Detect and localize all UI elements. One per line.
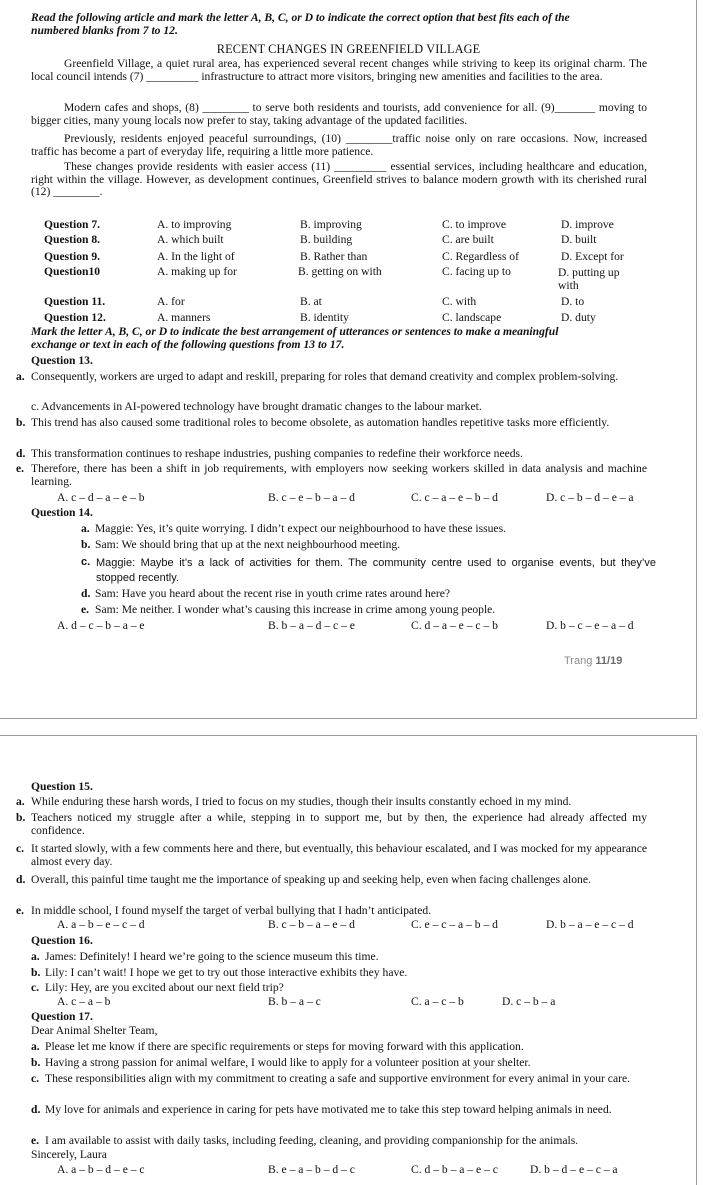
option-d[interactable]: D. Except for (561, 250, 624, 263)
instruction-part1-line1: Read the following article and mark the letter A, B, C, or D to indicate the correct option that best fits each of the (31, 11, 570, 24)
option-a[interactable]: A. for (157, 295, 185, 308)
q17-item-d-letter: d. (31, 1103, 41, 1116)
q17-option-d[interactable]: D. b – d – e – c – a (530, 1163, 618, 1176)
q14-item-d-letter: d. (81, 587, 91, 600)
q15-item-d-letter: d. (16, 873, 26, 886)
instruction-part1-line2: numbered blanks from 7 to 12. (31, 24, 178, 37)
option-b[interactable]: B. Rather than (300, 250, 368, 263)
option-a[interactable]: A. which built (157, 233, 224, 246)
q13-item-a: Consequently, workers are urged to adapt and reskill, preparing for roles that demand creativity and complex problem-solving. (31, 370, 619, 383)
q13-item-d-letter: d. (16, 447, 26, 460)
option-d[interactable]: D. to (561, 295, 585, 308)
q17-item-d: My love for animals and experience in caring for pets have motivated me to take this step toward helping animals in need. (45, 1103, 612, 1116)
q15-item-b: Teachers noticed my struggle after a while, stepping in to support me, but by then, the experience had already affected my confidence. (31, 811, 647, 837)
q17-option-b[interactable]: B. e – a – b – d – c (268, 1163, 355, 1176)
option-c[interactable]: C. landscape (442, 311, 502, 324)
q15-item-a-letter: a. (16, 795, 25, 808)
option-d[interactable]: D. duty (561, 311, 596, 324)
q14-item-b: Sam: We should bring that up at the next neighbourhood meeting. (95, 538, 401, 551)
q14-item-d: Sam: Have you heard about the recent rise in youth crime rates around here? (95, 587, 451, 600)
q13-item-d: This transformation continues to reshape industries, pushing companies to redefine their workforce needs. (31, 447, 523, 460)
question-17-label: Question 17. (31, 1010, 93, 1023)
article-paragraph-1: Greenfield Village, a quiet rural area, has experienced several recent changes while striving to keep its original charm. The local council intends (7) _________ infrastructure to attract more visitors, bringing new amenities and facilities to the area. (31, 57, 647, 83)
q17-option-a[interactable]: A. a – b – d – e – c (57, 1163, 145, 1176)
option-c[interactable]: C. with (442, 295, 477, 308)
instruction-part2-line1: Mark the letter A, B, C, or D to indicate the best arrangement of utterances or sentences to make a meaningful (31, 325, 559, 338)
question-14-label: Question 14. (31, 506, 93, 519)
q15-option-b[interactable]: B. c – b – a – e – d (268, 918, 355, 931)
q15-item-e: In middle school, I found myself the target of verbal bullying that I hadn’t anticipated. (31, 904, 432, 917)
q15-item-d: Overall, this painful time taught me the importance of speaking up and seeking help, even when facing challenges alone. (31, 873, 591, 886)
q15-item-e-letter: e. (16, 904, 25, 917)
q17-item-e: I am available to assist with daily tasks, including feeding, cleaning, and providing companionship for the animals. (45, 1134, 579, 1147)
q16-item-a-letter: a. (31, 950, 40, 963)
q17-item-c: These responsibilities align with my commitment to creating a safe and supportive environment for every animal in your care. (45, 1072, 630, 1085)
q14-item-c: Maggie: Maybe it’s a lack of activities for them. The community centre used to organise events, but they’ve stopped recently. (96, 557, 656, 584)
q14-item-e: Sam: Me neither. I wonder what’s causing this increase in crime among young people. (95, 603, 496, 616)
option-a[interactable]: A. manners (157, 311, 211, 324)
q16-item-b-letter: b. (31, 966, 41, 979)
q16-item-c-letter: c. (31, 981, 40, 994)
question-label: Question 11. (44, 295, 106, 308)
q13-option-d[interactable]: D. c – b – d – e – a (546, 491, 634, 504)
q13-item-b-letter: b. (16, 416, 26, 429)
q13-option-b[interactable]: B. c – e – b – a – d (268, 491, 355, 504)
q13-item-e-letter: e. (16, 462, 25, 475)
q17-item-b: Having a strong passion for animal welfare, I would like to apply for a volunteer position at your shelter. (45, 1056, 531, 1069)
q14-option-c[interactable]: C. d – a – e – c – b (411, 619, 498, 632)
option-c[interactable]: C. to improve (442, 218, 507, 231)
question-label: Question 8. (44, 233, 101, 246)
option-d[interactable]: D. improve (561, 218, 614, 231)
question-16-label: Question 16. (31, 934, 93, 947)
q14-item-c-letter: c. (81, 556, 91, 568)
option-a[interactable]: A. to improving (157, 218, 232, 231)
option-a[interactable]: A. In the light of (157, 250, 235, 263)
q16-item-c: Lily: Hey, are you excited about our next field trip? (45, 981, 284, 994)
q15-item-a: While enduring these harsh words, I tried to focus on my studies, though their insults constantly echoed in my mind. (31, 795, 572, 808)
q16-item-b: Lily: I can’t wait! I hope we get to try out those interactive exhibits they have. (45, 966, 408, 979)
article-paragraph-3: Previously, residents enjoyed peaceful surroundings, (10) ________traffic noise only on rare occasions. Now, increased traffic has become a part of everyday life, requiring a little more patience. (31, 132, 647, 158)
q17-item-c-letter: c. (31, 1072, 40, 1085)
q14-item-a-letter: a. (81, 522, 90, 535)
page-number-footer (564, 655, 622, 667)
option-c[interactable]: C. are built (442, 233, 494, 246)
q14-item-b-letter: b. (81, 538, 91, 551)
q15-option-c[interactable]: C. e – c – a – b – d (411, 918, 498, 931)
q13-item-b: This trend has also caused some traditional roles to become obsolete, as automation handles repetitive tasks more efficiently. (31, 416, 610, 429)
page-gap (0, 719, 703, 735)
q13-item-a-letter: a. (16, 370, 25, 383)
footer-prefix: Trang (564, 655, 596, 667)
option-d[interactable]: D. built (561, 233, 597, 246)
article-paragraph-2: Modern cafes and shops, (8) ________ to serve both residents and tourists, add convenience for all. (9)_______ moving to bigger cities, many young locals now prefer to stay, taking advantage of the updated facilities. (31, 101, 647, 127)
q14-item-a: Maggie: Yes, it’s quite worrying. I didn’t expect our neighbourhood to have these issues. (95, 522, 506, 535)
option-a[interactable]: A. making up for (157, 265, 237, 278)
q17-item-e-letter: e. (31, 1134, 40, 1147)
q17-closing: Sincerely, Laura (31, 1148, 107, 1161)
q13-option-c[interactable]: C. c – a – e – b – d (411, 491, 498, 504)
q14-option-a[interactable]: A. d – c – b – a – e (57, 619, 145, 632)
q16-item-a: James: Definitely! I heard we’re going to the science museum this time. (45, 950, 379, 963)
footer-page: 11/19 (595, 655, 623, 667)
q17-item-a: Please let me know if there are specific requirements or steps for moving forward with this application. (45, 1040, 524, 1053)
option-b[interactable]: B. identity (300, 311, 349, 324)
q14-option-d[interactable]: D. b – c – e – a – d (546, 619, 634, 632)
q17-greeting: Dear Animal Shelter Team, (31, 1024, 158, 1037)
option-c[interactable]: C. Regardless of (442, 250, 519, 263)
article-title: RECENT CHANGES IN GREENFIELD VILLAGE (216, 42, 481, 56)
page-12 (0, 735, 697, 1185)
q15-item-c: It started slowly, with a few comments here and there, but eventually, this behaviour escalated, and I was mocked for my appearance almost every day. (31, 842, 647, 868)
q17-option-c[interactable]: C. d – b – a – e – c (411, 1163, 498, 1176)
q15-option-a[interactable]: A. a – b – e – c – d (57, 918, 145, 931)
q13-item-c: c. Advancements in AI-powered technology have brought dramatic changes to the labour market. (31, 400, 482, 413)
q16-option-c[interactable]: C. a – c – b (411, 995, 464, 1008)
question-13-label: Question 13. (31, 354, 93, 367)
option-b[interactable]: B. at (300, 295, 322, 308)
q14-item-e-letter: e. (81, 603, 90, 616)
q15-option-d[interactable]: D. b – a – e – c – d (546, 918, 634, 931)
q14-option-b[interactable]: B. b – a – d – c – e (268, 619, 355, 632)
q16-option-d[interactable]: D. c – b – a (502, 995, 556, 1008)
q13-item-e: Therefore, there has been a shift in job requirements, with employers now seeking workers skilled in data analysis and machine learning. (31, 462, 647, 488)
q13-option-a[interactable]: A. c – d – a – e – b (57, 491, 145, 504)
article-paragraph-4: These changes provide residents with easier access (11) _________ essential services, including healthcare and education, right within the village. However, as development continues, Greenfield strives to balance modern growth with its cherished rural (12) ________. (31, 160, 647, 199)
option-b[interactable]: B. getting on with (298, 265, 382, 278)
option-b[interactable]: B. building (300, 233, 353, 246)
instruction-part2-line2: exchange or text in each of the following questions from 13 to 17. (31, 338, 345, 351)
question-15-label: Question 15. (31, 780, 93, 793)
q17-item-b-letter: b. (31, 1056, 41, 1069)
option-c[interactable]: C. facing up to (442, 265, 511, 278)
q16-option-b[interactable]: B. b – a – c (268, 995, 321, 1008)
q15-item-c-letter: c. (16, 842, 25, 855)
question-label: Question10 (44, 265, 101, 278)
q15-item-b-letter: b. (16, 811, 26, 824)
question-label: Question 9. (44, 250, 101, 263)
option-d[interactable]: D. putting up with (558, 266, 620, 292)
question-label: Question 12. (44, 311, 106, 324)
q16-option-a[interactable]: A. c – a – b (57, 995, 111, 1008)
q17-item-a-letter: a. (31, 1040, 40, 1053)
question-label: Question 7. (44, 218, 101, 231)
option-b[interactable]: B. improving (300, 218, 362, 231)
